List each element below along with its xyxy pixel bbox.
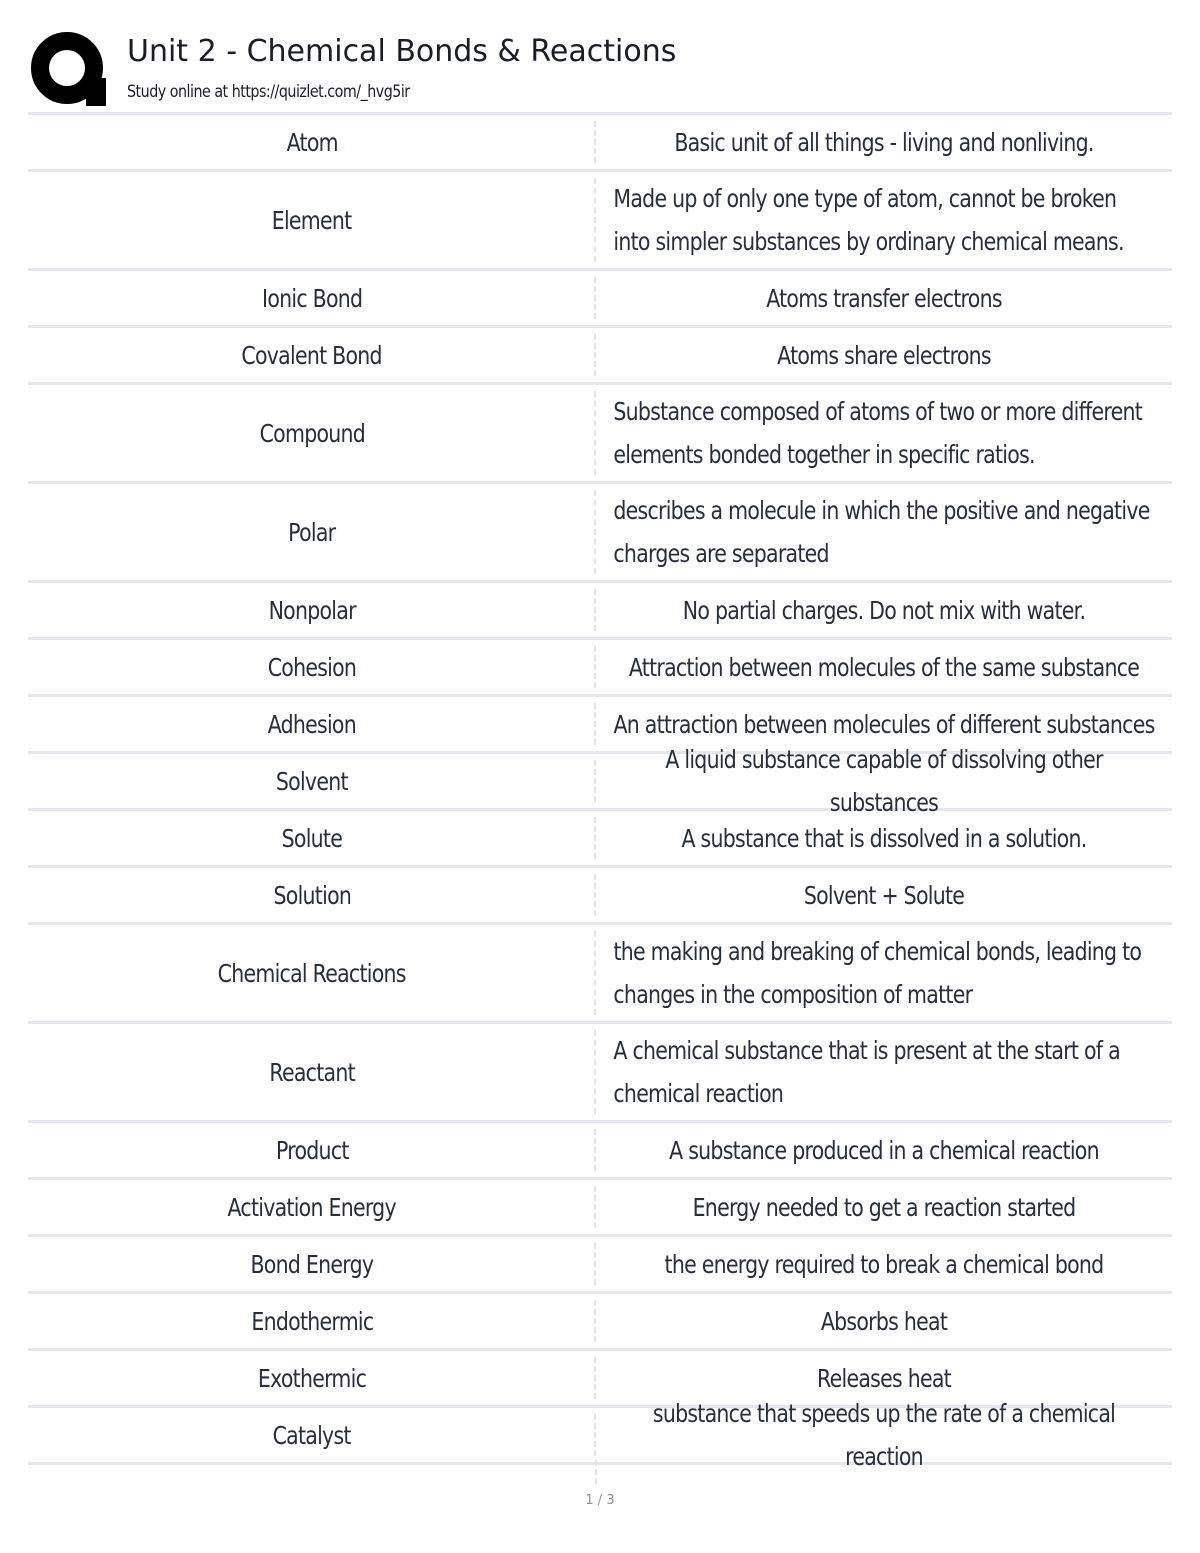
definition-text: An attraction between molecules of different substances <box>613 709 1155 739</box>
card-row <box>28 484 1172 583</box>
card-row <box>28 1237 1172 1294</box>
term-text: Solution <box>273 880 351 910</box>
definition-text: substance that speeds up the rate of a chemical reaction <box>652 1399 1116 1471</box>
card-row <box>28 385 1172 484</box>
term-cell <box>28 1237 596 1291</box>
card-row <box>28 115 1172 172</box>
definition-cell <box>596 1294 1172 1348</box>
study-online-link[interactable]: Study online at https://quizlet.com/_hvg5ir <box>127 82 410 102</box>
definition-cell <box>596 172 1172 268</box>
definition-text: Absorbs heat <box>820 1306 948 1336</box>
term-cell <box>28 385 596 481</box>
definition-cell <box>596 925 1172 1021</box>
definition-text: Atoms transfer electrons <box>766 283 1002 313</box>
definition-text: A substance that is dissolved in a solution. <box>681 823 1087 853</box>
card-row <box>28 745 1172 817</box>
page-title: Unit 2 - Chemical Bonds & Reactions <box>127 34 677 69</box>
term-text: Activation Energy <box>227 1192 397 1222</box>
term-cell <box>28 484 596 580</box>
definition-text: Releases heat <box>817 1363 951 1393</box>
definition-text: describes a molecule in which the positive and negative charges are separated <box>613 496 1150 568</box>
card-row <box>28 1294 1172 1351</box>
definition-cell <box>596 484 1172 580</box>
term-text: Adhesion <box>267 709 357 739</box>
term-cell <box>28 811 596 865</box>
term-text: Element <box>272 205 352 235</box>
definition-text: Made up of only one type of atom, cannot be broken into simpler substances by ordinary chemical means. <box>613 184 1124 256</box>
term-text: Chemical Reactions <box>217 958 407 988</box>
definition-cell <box>596 115 1172 169</box>
column-divider <box>595 1460 597 1484</box>
term-cell <box>28 1180 596 1234</box>
term-text: Solvent <box>276 766 348 796</box>
definition-cell <box>596 868 1172 922</box>
term-text: Polar <box>288 517 336 547</box>
definition-text: A substance produced in a chemical reaction <box>669 1135 1099 1165</box>
term-text: Solute <box>281 823 343 853</box>
term-text: Cohesion <box>267 652 357 682</box>
card-row <box>28 172 1172 271</box>
flashcard-table <box>28 112 1172 1471</box>
term-cell <box>28 697 596 751</box>
definition-cell <box>596 811 1172 865</box>
term-text: Covalent Bond <box>241 340 383 370</box>
definition-text: Solvent + Solute <box>803 880 965 910</box>
definition-text: Substance composed of atoms of two or more different elements bonded together in specific ratios. <box>613 397 1143 469</box>
term-cell <box>28 172 596 268</box>
term-cell <box>28 271 596 325</box>
card-row <box>28 271 1172 328</box>
term-cell <box>28 754 596 808</box>
term-text: Ionic Bond <box>261 283 363 313</box>
definition-cell <box>596 328 1172 382</box>
definition-cell <box>596 1024 1172 1120</box>
definition-cell <box>596 271 1172 325</box>
term-cell <box>28 1408 596 1462</box>
card-row <box>28 811 1172 868</box>
term-text: Product <box>275 1135 349 1165</box>
page-number: 1 / 3 <box>585 1493 615 1508</box>
term-cell <box>28 640 596 694</box>
definition-cell <box>596 385 1172 481</box>
definition-text: Attraction between molecules of the same substance <box>628 652 1140 682</box>
card-row <box>28 1180 1172 1237</box>
term-cell <box>28 925 596 1021</box>
definition-text: Energy needed to get a reaction started <box>692 1192 1076 1222</box>
term-text: Exothermic <box>257 1363 367 1393</box>
definition-text: the energy required to break a chemical bond <box>664 1249 1104 1279</box>
card-row <box>28 925 1172 1024</box>
definition-text: A chemical substance that is present at the start of a chemical reaction <box>613 1036 1120 1108</box>
definition-text: Basic unit of all things - living and nonliving. <box>674 127 1094 157</box>
card-row <box>28 328 1172 385</box>
term-text: Nonpolar <box>268 595 356 625</box>
term-cell <box>28 1351 596 1405</box>
definition-text: No partial charges. Do not mix with water. <box>682 595 1086 625</box>
term-cell <box>28 583 596 637</box>
term-cell <box>28 1024 596 1120</box>
term-cell <box>28 868 596 922</box>
term-text: Catalyst <box>272 1420 352 1450</box>
definition-cell <box>596 1237 1172 1291</box>
term-cell <box>28 115 596 169</box>
term-text: Reactant <box>269 1057 355 1087</box>
card-row <box>28 1024 1172 1123</box>
quizlet-logo-icon <box>30 30 108 108</box>
page-header <box>28 28 1172 112</box>
term-cell <box>28 328 596 382</box>
definition-cell <box>596 745 1172 817</box>
term-cell <box>28 1123 596 1177</box>
card-row <box>28 583 1172 640</box>
term-text: Atom <box>286 127 338 157</box>
card-row <box>28 1399 1172 1471</box>
definition-cell <box>596 583 1172 637</box>
card-row <box>28 868 1172 925</box>
term-text: Compound <box>259 418 365 448</box>
card-row <box>28 1123 1172 1180</box>
definition-text: the making and breaking of chemical bonds, leading to changes in the composition of matter <box>613 937 1142 1009</box>
definition-text: A liquid substance capable of dissolving other substances <box>665 745 1103 817</box>
card-row <box>28 640 1172 697</box>
term-text: Bond Energy <box>250 1249 374 1279</box>
definition-text: Atoms share electrons <box>777 340 991 370</box>
term-text: Endothermic <box>250 1306 374 1336</box>
term-cell <box>28 1294 596 1348</box>
definition-cell <box>596 1123 1172 1177</box>
definition-cell <box>596 1180 1172 1234</box>
definition-cell <box>596 1399 1172 1471</box>
definition-cell <box>596 640 1172 694</box>
